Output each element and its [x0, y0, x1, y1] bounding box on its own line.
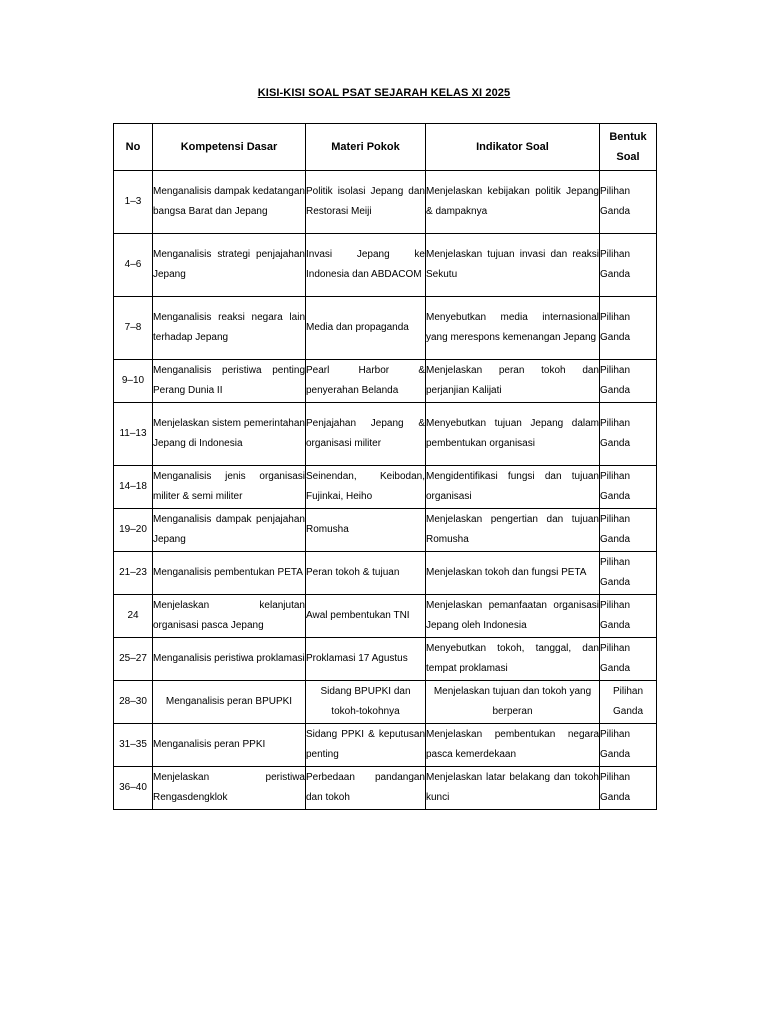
cell-no: 24	[114, 595, 153, 638]
cell-bentuk-soal: Pilihan Ganda	[600, 681, 657, 724]
cell-indikator-soal: Menjelaskan pembentukan negara pasca kemerdekaan	[426, 724, 600, 767]
table-row	[114, 297, 657, 360]
cell-indikator-soal: Menjelaskan tokoh dan fungsi PETA	[426, 552, 600, 595]
table-row	[114, 466, 657, 509]
cell-bentuk-soal: Pilihan Ganda	[600, 360, 657, 403]
table-row	[114, 767, 657, 810]
cell-indikator-soal: Menyebutkan media internasional yang merespons kemenangan Jepang	[426, 297, 600, 360]
cell-kompetensi-dasar: Menjelaskan kelanjutan organisasi pasca Jepang	[153, 595, 306, 638]
cell-bentuk-soal: Pilihan Ganda	[600, 297, 657, 360]
cell-materi-pokok: Seinendan, Keibodan, Fujinkai, Heiho	[306, 466, 426, 509]
cell-kompetensi-dasar: Menganalisis jenis organisasi militer & semi militer	[153, 466, 306, 509]
document-title: KISI-KISI SOAL PSAT SEJARAH KELAS XI 2025	[257, 87, 511, 99]
cell-no: 36–40	[114, 767, 153, 810]
cell-materi-pokok: Politik isolasi Jepang dan Restorasi Meiji	[306, 171, 426, 234]
cell-kompetensi-dasar: Menganalisis reaksi negara lain terhadap Jepang	[153, 297, 306, 360]
cell-materi-pokok: Romusha	[306, 509, 426, 552]
cell-bentuk-soal: Pilihan Ganda	[600, 638, 657, 681]
table-row	[114, 509, 657, 552]
cell-bentuk-soal: Pilihan Ganda	[600, 171, 657, 234]
cell-indikator-soal: Menjelaskan pengertian dan tujuan Romusha	[426, 509, 600, 552]
cell-no: 14–18	[114, 466, 153, 509]
cell-kompetensi-dasar: Menganalisis peran BPUPKI	[153, 681, 306, 724]
cell-kompetensi-dasar: Menganalisis peristiwa penting Perang Dunia II	[153, 360, 306, 403]
cell-indikator-soal: Menjelaskan latar belakang dan tokoh kunci	[426, 767, 600, 810]
cell-no: 28–30	[114, 681, 153, 724]
cell-bentuk-soal: Pilihan Ganda	[600, 509, 657, 552]
table-row	[114, 403, 657, 466]
cell-materi-pokok: Media dan propaganda	[306, 297, 426, 360]
cell-bentuk-soal: Pilihan Ganda	[600, 234, 657, 297]
cell-materi-pokok: Sidang BPUPKI dan tokoh-tokohnya	[306, 681, 426, 724]
header-indikator-soal: Indikator Soal	[426, 124, 600, 171]
cell-kompetensi-dasar: Menganalisis dampak penjajahan Jepang	[153, 509, 306, 552]
cell-kompetensi-dasar: Menjelaskan peristiwa Rengasdengklok	[153, 767, 306, 810]
table-header-row	[114, 124, 657, 171]
cell-kompetensi-dasar: Menganalisis peristiwa proklamasi	[153, 638, 306, 681]
cell-bentuk-soal: Pilihan Ganda	[600, 552, 657, 595]
table-row	[114, 552, 657, 595]
cell-no: 31–35	[114, 724, 153, 767]
table-row	[114, 638, 657, 681]
cell-kompetensi-dasar: Menganalisis strategi penjajahan Jepang	[153, 234, 306, 297]
cell-no: 4–6	[114, 234, 153, 297]
cell-bentuk-soal: Pilihan Ganda	[600, 767, 657, 810]
header-kompetensi-dasar: Kompetensi Dasar	[153, 124, 306, 171]
cell-materi-pokok: Peran tokoh & tujuan	[306, 552, 426, 595]
cell-no: 1–3	[114, 171, 153, 234]
cell-kompetensi-dasar: Menganalisis peran PPKI	[153, 724, 306, 767]
table-row	[114, 234, 657, 297]
cell-no: 21–23	[114, 552, 153, 595]
cell-materi-pokok: Pearl Harbor & penyerahan Belanda	[306, 360, 426, 403]
cell-indikator-soal: Menjelaskan tujuan invasi dan reaksi Sekutu	[426, 234, 600, 297]
cell-bentuk-soal: Pilihan Ganda	[600, 595, 657, 638]
cell-no: 9–10	[114, 360, 153, 403]
kisi-kisi-table	[113, 123, 657, 810]
cell-indikator-soal: Menyebutkan tujuan Jepang dalam pembentukan organisasi	[426, 403, 600, 466]
cell-no: 19–20	[114, 509, 153, 552]
cell-materi-pokok: Penjajahan Jepang & organisasi militer	[306, 403, 426, 466]
cell-indikator-soal: Menjelaskan tujuan dan tokoh yang berperan	[426, 681, 600, 724]
cell-no: 7–8	[114, 297, 153, 360]
cell-kompetensi-dasar: Menganalisis dampak kedatangan bangsa Barat dan Jepang	[153, 171, 306, 234]
cell-materi-pokok: Sidang PPKI & keputusan penting	[306, 724, 426, 767]
header-bentuk-soal: Bentuk Soal	[600, 124, 657, 171]
table-row	[114, 724, 657, 767]
cell-bentuk-soal: Pilihan Ganda	[600, 724, 657, 767]
cell-bentuk-soal: Pilihan Ganda	[600, 466, 657, 509]
cell-no: 11–13	[114, 403, 153, 466]
cell-indikator-soal: Menjelaskan peran tokoh dan perjanjian Kalijati	[426, 360, 600, 403]
cell-kompetensi-dasar: Menganalisis pembentukan PETA	[153, 552, 306, 595]
cell-materi-pokok: Awal pembentukan TNI	[306, 595, 426, 638]
table-row	[114, 681, 657, 724]
cell-kompetensi-dasar: Menjelaskan sistem pemerintahan Jepang di Indonesia	[153, 403, 306, 466]
cell-indikator-soal: Menyebutkan tokoh, tanggal, dan tempat proklamasi	[426, 638, 600, 681]
cell-indikator-soal: Menjelaskan kebijakan politik Jepang & dampaknya	[426, 171, 600, 234]
cell-materi-pokok: Invasi Jepang ke Indonesia dan ABDACOM	[306, 234, 426, 297]
cell-bentuk-soal: Pilihan Ganda	[600, 403, 657, 466]
header-no: No	[114, 124, 153, 171]
table-body	[114, 171, 657, 810]
table-row	[114, 595, 657, 638]
cell-indikator-soal: Mengidentifikasi fungsi dan tujuan organisasi	[426, 466, 600, 509]
table-row	[114, 171, 657, 234]
table-row	[114, 360, 657, 403]
cell-indikator-soal: Menjelaskan pemanfaatan organisasi Jepang oleh Indonesia	[426, 595, 600, 638]
cell-materi-pokok: Perbedaan pandangan dan tokoh	[306, 767, 426, 810]
header-materi-pokok: Materi Pokok	[306, 124, 426, 171]
cell-no: 25–27	[114, 638, 153, 681]
cell-materi-pokok: Proklamasi 17 Agustus	[306, 638, 426, 681]
